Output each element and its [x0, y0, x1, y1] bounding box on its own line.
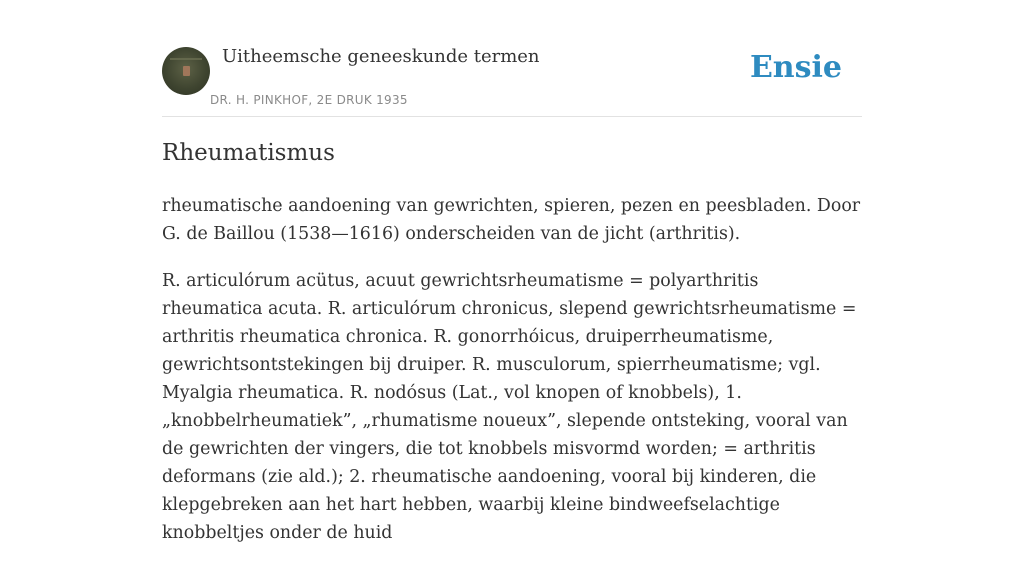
entry-title: Rheumatismus — [162, 140, 335, 166]
entry-body — [162, 192, 862, 566]
book-title-link[interactable]: Uitheemsche geneeskunde termen — [222, 46, 540, 67]
entry-paragraph: R. articulórum acütus, acuut gewrichtsrheumatisme = polyarthritis rheumatica acuta. R. articulórum chronicus, slepend gewrichtsrheumatisme = arthritis rheumatica chronica. R. gonorrhóicus, druiperrheumatisme, gewrichtsontstekingen bij druiper. R. musculorum, spierrheumatisme; vgl. Myalgia rheumatica. R. nodósus (Lat., vol knopen of knobbels), 1. „knobbelrheumatiek”, „rhumatisme noueux”, slepende ontsteking, vooral van de gewrichten der vingers, die tot knobbels misvormd worden; = arthritis deformans (zie ald.); 2. rheumatische aandoening, vooral bij kinderen, die klepgebreken aan het hart hebben, waarbij kleine bindweefselachtige knobbeltjes onder de huid — [162, 271, 857, 543]
book-icon — [183, 66, 190, 76]
avatar-band — [170, 58, 202, 60]
ensie-logo-link[interactable]: Ensie — [749, 50, 842, 85]
author-byline: DR. H. PINKHOF, 2E DRUK 1935 — [210, 93, 408, 107]
entry-paragraph: rheumatische aandoening van gewrichten, spieren, pezen en peesbladen. Door G. de Baillou (1538—1616) onderscheiden van de jicht (arthritis). — [162, 196, 861, 244]
book-cover-avatar[interactable] — [162, 47, 210, 95]
site-header — [162, 0, 862, 117]
